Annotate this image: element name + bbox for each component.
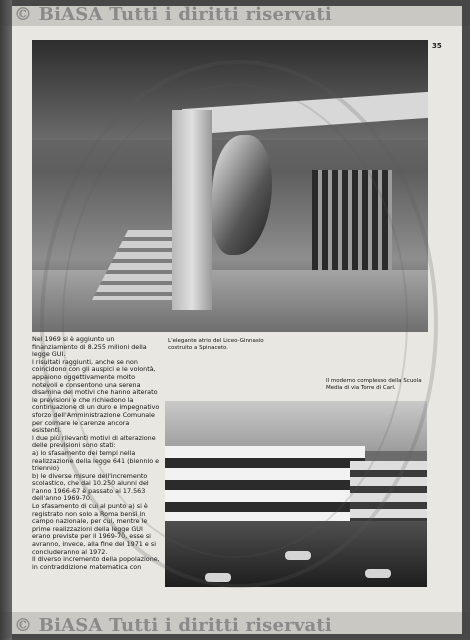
photo-building-secondary [350,461,427,521]
page-number: 35 [432,42,442,50]
photo-car [285,551,311,560]
watermark-top: © BiASA Tutti i diritti riservati [14,4,332,25]
article-paragraph: b) le diverse misure dell'incremento scolastico, che dai 10.250 alunni del l'anno 1966-67 è passato ai 17.563 dell'anno 1969-70. [32,471,149,503]
article-text-column [32,336,160,571]
photo-sky [165,401,427,451]
scan-left-edge [0,0,12,640]
article-paragraph: a) lo sfasamento dei tempi nella realizzazione della legge 641 (biennio e triennio) [32,448,160,473]
photo-pillar [172,110,212,310]
photo-building [165,446,365,526]
article-paragraph: Il diverso incremento della popolazione, in contraddizione matematica con [32,555,160,571]
article-paragraph: Nel 1969 si è aggiunto un finanziamento di 8.255 milioni della legge GUI. [32,335,147,359]
photo-car [365,569,391,578]
watermark-bottom: © BiASA Tutti i diritti riservati [14,615,332,636]
article-paragraph: I due più rilevanti motivi di alterazione delle previsioni sono stati: [32,433,156,450]
article-paragraph: Lo sfasamento di cui al punto a) si è registrato non solo a Roma bensì in campo nazionale, per cui, mentre le prime realizzazioni della legge GUI erano previste per il 1969-70, esse si avranno, invece, alla fine del 1971 e si concluderanno al 1972. [32,502,156,556]
photo-sculpture [212,135,272,255]
caption-atrium: L'elegante atrio del Liceo-Ginnasio costruito a Spinaceto. [168,338,264,351]
photo-car [205,573,231,582]
article-paragraph: I risultati raggiunti, anche se non coincidono con gli auspici e le volontà, appaiono oggettivamente molto notevoli e consentono una serena disamina dei motivi che hanno alterato le previsioni e che richiedono la continuazione di un duro e impegnativo sforzo dell'Amministrazione Comunale per colmare le carenze ancora esistenti. [32,357,160,435]
photo-floor [32,270,428,332]
caption-school: Il moderno complesso della Scuola Media di via Torre di Carl. [326,378,422,391]
photo-window [312,170,392,270]
school-photo [165,401,427,587]
photo-stairs [92,230,182,300]
atrium-photo [32,40,428,332]
